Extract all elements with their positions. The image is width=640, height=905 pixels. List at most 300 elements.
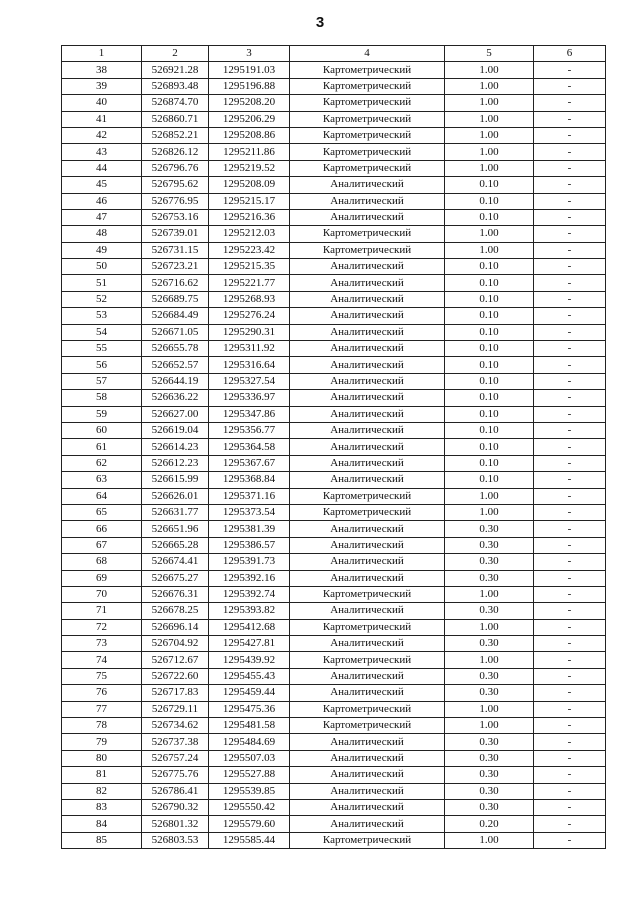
y-coordinate-cell: 1295347.86	[209, 406, 290, 422]
y-coordinate-cell: 1295336.97	[209, 390, 290, 406]
method-cell: Аналитический	[290, 373, 445, 389]
method-cell: Аналитический	[290, 439, 445, 455]
accuracy-cell: 0.30	[445, 750, 534, 766]
point-number-cell: 51	[62, 275, 142, 291]
table-row	[62, 619, 606, 635]
method-cell: Картометрический	[290, 718, 445, 734]
table-row	[62, 718, 606, 734]
x-coordinate-cell: 526729.11	[142, 701, 209, 717]
method-cell: Аналитический	[290, 193, 445, 209]
x-coordinate-cell: 526826.12	[142, 144, 209, 160]
x-coordinate-cell: 526696.14	[142, 619, 209, 635]
table-row	[62, 504, 606, 520]
method-cell: Картометрический	[290, 488, 445, 504]
y-coordinate-cell: 1295371.16	[209, 488, 290, 504]
note-cell: -	[534, 308, 606, 324]
method-cell: Картометрический	[290, 586, 445, 602]
x-coordinate-cell: 526631.77	[142, 504, 209, 520]
accuracy-cell: 1.00	[445, 586, 534, 602]
method-cell: Аналитический	[290, 177, 445, 193]
x-coordinate-cell: 526776.95	[142, 193, 209, 209]
table-row	[62, 439, 606, 455]
x-coordinate-cell: 526627.00	[142, 406, 209, 422]
note-cell: -	[534, 62, 606, 78]
table-row	[62, 734, 606, 750]
point-number-cell: 59	[62, 406, 142, 422]
note-cell: -	[534, 95, 606, 111]
x-coordinate-cell: 526636.22	[142, 390, 209, 406]
accuracy-cell: 0.10	[445, 275, 534, 291]
note-cell: -	[534, 324, 606, 340]
y-coordinate-cell: 1295364.58	[209, 439, 290, 455]
table-row	[62, 62, 606, 78]
y-coordinate-cell: 1295196.88	[209, 78, 290, 94]
x-coordinate-cell: 526716.62	[142, 275, 209, 291]
table-row	[62, 193, 606, 209]
note-cell: -	[534, 750, 606, 766]
method-cell: Аналитический	[290, 570, 445, 586]
note-cell: -	[534, 701, 606, 717]
table-row	[62, 406, 606, 422]
point-number-cell: 53	[62, 308, 142, 324]
table-row	[62, 603, 606, 619]
x-coordinate-cell: 526626.01	[142, 488, 209, 504]
table-row	[62, 78, 606, 94]
x-coordinate-cell: 526731.15	[142, 242, 209, 258]
y-coordinate-cell: 1295459.44	[209, 685, 290, 701]
accuracy-cell: 1.00	[445, 127, 534, 143]
note-cell: -	[534, 144, 606, 160]
note-cell: -	[534, 357, 606, 373]
accuracy-cell: 1.00	[445, 160, 534, 176]
accuracy-cell: 0.10	[445, 357, 534, 373]
note-cell: -	[534, 390, 606, 406]
accuracy-cell: 0.30	[445, 799, 534, 815]
method-cell: Картометрический	[290, 242, 445, 258]
point-number-cell: 78	[62, 718, 142, 734]
table-row	[62, 832, 606, 848]
note-cell: -	[534, 160, 606, 176]
point-number-cell: 58	[62, 390, 142, 406]
point-number-cell: 75	[62, 668, 142, 684]
method-cell: Аналитический	[290, 308, 445, 324]
x-coordinate-cell: 526675.27	[142, 570, 209, 586]
table-row	[62, 341, 606, 357]
y-coordinate-cell: 1295391.73	[209, 554, 290, 570]
point-number-cell: 83	[62, 799, 142, 815]
header-cell-1: 1	[62, 46, 142, 62]
accuracy-cell: 1.00	[445, 652, 534, 668]
y-coordinate-cell: 1295484.69	[209, 734, 290, 750]
table-row	[62, 750, 606, 766]
y-coordinate-cell: 1295381.39	[209, 521, 290, 537]
y-coordinate-cell: 1295368.84	[209, 472, 290, 488]
accuracy-cell: 0.30	[445, 554, 534, 570]
method-cell: Картометрический	[290, 226, 445, 242]
point-number-cell: 81	[62, 767, 142, 783]
method-cell: Аналитический	[290, 636, 445, 652]
method-cell: Аналитический	[290, 750, 445, 766]
note-cell: -	[534, 242, 606, 258]
point-number-cell: 50	[62, 259, 142, 275]
point-number-cell: 45	[62, 177, 142, 193]
table-row	[62, 554, 606, 570]
method-cell: Аналитический	[290, 291, 445, 307]
x-coordinate-cell: 526644.19	[142, 373, 209, 389]
point-number-cell: 85	[62, 832, 142, 848]
accuracy-cell: 0.10	[445, 209, 534, 225]
method-cell: Картометрический	[290, 127, 445, 143]
table-row	[62, 701, 606, 717]
header-cell-2: 2	[142, 46, 209, 62]
table-body	[62, 62, 606, 849]
y-coordinate-cell: 1295316.64	[209, 357, 290, 373]
method-cell: Картометрический	[290, 160, 445, 176]
point-number-cell: 64	[62, 488, 142, 504]
note-cell: -	[534, 521, 606, 537]
method-cell: Картометрический	[290, 504, 445, 520]
y-coordinate-cell: 1295290.31	[209, 324, 290, 340]
note-cell: -	[534, 685, 606, 701]
method-cell: Аналитический	[290, 816, 445, 832]
accuracy-cell: 0.30	[445, 537, 534, 553]
point-number-cell: 72	[62, 619, 142, 635]
note-cell: -	[534, 259, 606, 275]
point-number-cell: 56	[62, 357, 142, 373]
x-coordinate-cell: 526734.62	[142, 718, 209, 734]
y-coordinate-cell: 1295215.17	[209, 193, 290, 209]
method-cell: Аналитический	[290, 734, 445, 750]
note-cell: -	[534, 652, 606, 668]
accuracy-cell: 1.00	[445, 619, 534, 635]
point-number-cell: 42	[62, 127, 142, 143]
method-cell: Картометрический	[290, 619, 445, 635]
note-cell: -	[534, 603, 606, 619]
table-row	[62, 586, 606, 602]
x-coordinate-cell: 526753.16	[142, 209, 209, 225]
accuracy-cell: 1.00	[445, 226, 534, 242]
y-coordinate-cell: 1295386.57	[209, 537, 290, 553]
y-coordinate-cell: 1295221.77	[209, 275, 290, 291]
y-coordinate-cell: 1295191.03	[209, 62, 290, 78]
x-coordinate-cell: 526704.92	[142, 636, 209, 652]
y-coordinate-cell: 1295223.42	[209, 242, 290, 258]
table-row	[62, 685, 606, 701]
note-cell: -	[534, 406, 606, 422]
y-coordinate-cell: 1295392.16	[209, 570, 290, 586]
method-cell: Картометрический	[290, 144, 445, 160]
y-coordinate-cell: 1295216.36	[209, 209, 290, 225]
y-coordinate-cell: 1295439.92	[209, 652, 290, 668]
y-coordinate-cell: 1295579.60	[209, 816, 290, 832]
x-coordinate-cell: 526786.41	[142, 783, 209, 799]
accuracy-cell: 0.10	[445, 193, 534, 209]
point-number-cell: 46	[62, 193, 142, 209]
note-cell: -	[534, 455, 606, 471]
table-row	[62, 259, 606, 275]
y-coordinate-cell: 1295393.82	[209, 603, 290, 619]
accuracy-cell: 0.20	[445, 816, 534, 832]
table-row	[62, 308, 606, 324]
method-cell: Аналитический	[290, 668, 445, 684]
note-cell: -	[534, 226, 606, 242]
y-coordinate-cell: 1295276.24	[209, 308, 290, 324]
x-coordinate-cell: 526801.32	[142, 816, 209, 832]
x-coordinate-cell: 526860.71	[142, 111, 209, 127]
method-cell: Картометрический	[290, 832, 445, 848]
method-cell: Аналитический	[290, 209, 445, 225]
accuracy-cell: 1.00	[445, 62, 534, 78]
note-cell: -	[534, 832, 606, 848]
x-coordinate-cell: 526874.70	[142, 95, 209, 111]
point-number-cell: 71	[62, 603, 142, 619]
method-cell: Аналитический	[290, 390, 445, 406]
y-coordinate-cell: 1295208.20	[209, 95, 290, 111]
table-row	[62, 95, 606, 111]
point-number-cell: 65	[62, 504, 142, 520]
accuracy-cell: 1.00	[445, 144, 534, 160]
note-cell: -	[534, 718, 606, 734]
note-cell: -	[534, 341, 606, 357]
method-cell: Аналитический	[290, 767, 445, 783]
x-coordinate-cell: 526757.24	[142, 750, 209, 766]
note-cell: -	[534, 193, 606, 209]
accuracy-cell: 0.10	[445, 439, 534, 455]
note-cell: -	[534, 537, 606, 553]
method-cell: Картометрический	[290, 78, 445, 94]
point-number-cell: 49	[62, 242, 142, 258]
accuracy-cell: 0.30	[445, 668, 534, 684]
table-row	[62, 488, 606, 504]
y-coordinate-cell: 1295527.88	[209, 767, 290, 783]
accuracy-cell: 0.30	[445, 685, 534, 701]
table-row	[62, 422, 606, 438]
x-coordinate-cell: 526652.57	[142, 357, 209, 373]
method-cell: Аналитический	[290, 259, 445, 275]
note-cell: -	[534, 767, 606, 783]
table-row	[62, 111, 606, 127]
point-number-cell: 41	[62, 111, 142, 127]
accuracy-cell: 1.00	[445, 111, 534, 127]
y-coordinate-cell: 1295392.74	[209, 586, 290, 602]
y-coordinate-cell: 1295550.42	[209, 799, 290, 815]
accuracy-cell: 0.30	[445, 734, 534, 750]
point-number-cell: 47	[62, 209, 142, 225]
note-cell: -	[534, 504, 606, 520]
x-coordinate-cell: 526803.53	[142, 832, 209, 848]
table-row	[62, 390, 606, 406]
method-cell: Аналитический	[290, 603, 445, 619]
x-coordinate-cell: 526717.83	[142, 685, 209, 701]
method-cell: Аналитический	[290, 472, 445, 488]
note-cell: -	[534, 636, 606, 652]
table-row	[62, 177, 606, 193]
x-coordinate-cell: 526689.75	[142, 291, 209, 307]
table-row	[62, 455, 606, 471]
x-coordinate-cell: 526737.38	[142, 734, 209, 750]
x-coordinate-cell: 526723.21	[142, 259, 209, 275]
point-number-cell: 52	[62, 291, 142, 307]
table-row	[62, 373, 606, 389]
table-row	[62, 570, 606, 586]
point-number-cell: 55	[62, 341, 142, 357]
y-coordinate-cell: 1295367.67	[209, 455, 290, 471]
y-coordinate-cell: 1295475.36	[209, 701, 290, 717]
point-number-cell: 70	[62, 586, 142, 602]
x-coordinate-cell: 526775.76	[142, 767, 209, 783]
point-number-cell: 48	[62, 226, 142, 242]
table-row	[62, 144, 606, 160]
note-cell: -	[534, 619, 606, 635]
note-cell: -	[534, 177, 606, 193]
point-number-cell: 57	[62, 373, 142, 389]
method-cell: Аналитический	[290, 275, 445, 291]
method-cell: Картометрический	[290, 111, 445, 127]
accuracy-cell: 1.00	[445, 832, 534, 848]
method-cell: Аналитический	[290, 455, 445, 471]
accuracy-cell: 1.00	[445, 488, 534, 504]
note-cell: -	[534, 275, 606, 291]
point-number-cell: 54	[62, 324, 142, 340]
y-coordinate-cell: 1295268.93	[209, 291, 290, 307]
accuracy-cell: 0.10	[445, 390, 534, 406]
point-number-cell: 44	[62, 160, 142, 176]
y-coordinate-cell: 1295412.68	[209, 619, 290, 635]
accuracy-cell: 0.10	[445, 472, 534, 488]
x-coordinate-cell: 526790.32	[142, 799, 209, 815]
table-row	[62, 799, 606, 815]
method-cell: Картометрический	[290, 652, 445, 668]
accuracy-cell: 0.30	[445, 603, 534, 619]
header-cell-3: 3	[209, 46, 290, 62]
x-coordinate-cell: 526671.05	[142, 324, 209, 340]
table-row	[62, 521, 606, 537]
table-row	[62, 275, 606, 291]
point-number-cell: 80	[62, 750, 142, 766]
method-cell: Аналитический	[290, 554, 445, 570]
accuracy-cell: 1.00	[445, 701, 534, 717]
point-number-cell: 40	[62, 95, 142, 111]
header-cell-5: 5	[445, 46, 534, 62]
method-cell: Картометрический	[290, 95, 445, 111]
point-number-cell: 76	[62, 685, 142, 701]
y-coordinate-cell: 1295208.09	[209, 177, 290, 193]
note-cell: -	[534, 816, 606, 832]
method-cell: Аналитический	[290, 537, 445, 553]
x-coordinate-cell: 526684.49	[142, 308, 209, 324]
note-cell: -	[534, 291, 606, 307]
x-coordinate-cell: 526651.96	[142, 521, 209, 537]
accuracy-cell: 0.30	[445, 767, 534, 783]
coordinates-table	[61, 45, 606, 849]
y-coordinate-cell: 1295455.43	[209, 668, 290, 684]
note-cell: -	[534, 488, 606, 504]
y-coordinate-cell: 1295356.77	[209, 422, 290, 438]
table-row	[62, 636, 606, 652]
point-number-cell: 61	[62, 439, 142, 455]
table-row	[62, 816, 606, 832]
point-number-cell: 60	[62, 422, 142, 438]
method-cell: Картометрический	[290, 701, 445, 717]
accuracy-cell: 0.30	[445, 636, 534, 652]
table-row	[62, 767, 606, 783]
point-number-cell: 38	[62, 62, 142, 78]
note-cell: -	[534, 209, 606, 225]
y-coordinate-cell: 1295219.52	[209, 160, 290, 176]
y-coordinate-cell: 1295212.03	[209, 226, 290, 242]
point-number-cell: 82	[62, 783, 142, 799]
x-coordinate-cell: 526612.23	[142, 455, 209, 471]
y-coordinate-cell: 1295539.85	[209, 783, 290, 799]
note-cell: -	[534, 422, 606, 438]
table-row	[62, 537, 606, 553]
accuracy-cell: 0.30	[445, 521, 534, 537]
method-cell: Аналитический	[290, 422, 445, 438]
table-row	[62, 242, 606, 258]
point-number-cell: 77	[62, 701, 142, 717]
point-number-cell: 84	[62, 816, 142, 832]
page-number: 3	[315, 14, 325, 31]
method-cell: Картометрический	[290, 62, 445, 78]
note-cell: -	[534, 668, 606, 684]
accuracy-cell: 0.10	[445, 259, 534, 275]
x-coordinate-cell: 526665.28	[142, 537, 209, 553]
accuracy-cell: 0.10	[445, 406, 534, 422]
point-number-cell: 79	[62, 734, 142, 750]
y-coordinate-cell: 1295215.35	[209, 259, 290, 275]
point-number-cell: 73	[62, 636, 142, 652]
method-cell: Аналитический	[290, 783, 445, 799]
x-coordinate-cell: 526739.01	[142, 226, 209, 242]
table-row	[62, 357, 606, 373]
y-coordinate-cell: 1295373.54	[209, 504, 290, 520]
x-coordinate-cell: 526893.48	[142, 78, 209, 94]
table-row	[62, 226, 606, 242]
accuracy-cell: 0.10	[445, 455, 534, 471]
x-coordinate-cell: 526615.99	[142, 472, 209, 488]
accuracy-cell: 0.10	[445, 324, 534, 340]
x-coordinate-cell: 526712.67	[142, 652, 209, 668]
table-row	[62, 291, 606, 307]
table-row	[62, 652, 606, 668]
y-coordinate-cell: 1295427.81	[209, 636, 290, 652]
note-cell: -	[534, 554, 606, 570]
header-cell-6: 6	[534, 46, 606, 62]
x-coordinate-cell: 526678.25	[142, 603, 209, 619]
method-cell: Аналитический	[290, 685, 445, 701]
accuracy-cell: 0.10	[445, 291, 534, 307]
note-cell: -	[534, 373, 606, 389]
point-number-cell: 74	[62, 652, 142, 668]
y-coordinate-cell: 1295481.58	[209, 718, 290, 734]
note-cell: -	[534, 472, 606, 488]
note-cell: -	[534, 111, 606, 127]
note-cell: -	[534, 799, 606, 815]
accuracy-cell: 0.30	[445, 570, 534, 586]
note-cell: -	[534, 78, 606, 94]
note-cell: -	[534, 586, 606, 602]
point-number-cell: 43	[62, 144, 142, 160]
point-number-cell: 39	[62, 78, 142, 94]
x-coordinate-cell: 526921.28	[142, 62, 209, 78]
x-coordinate-cell: 526676.31	[142, 586, 209, 602]
point-number-cell: 68	[62, 554, 142, 570]
accuracy-cell: 0.10	[445, 422, 534, 438]
method-cell: Аналитический	[290, 341, 445, 357]
x-coordinate-cell: 526795.62	[142, 177, 209, 193]
table-row	[62, 783, 606, 799]
y-coordinate-cell: 1295311.92	[209, 341, 290, 357]
